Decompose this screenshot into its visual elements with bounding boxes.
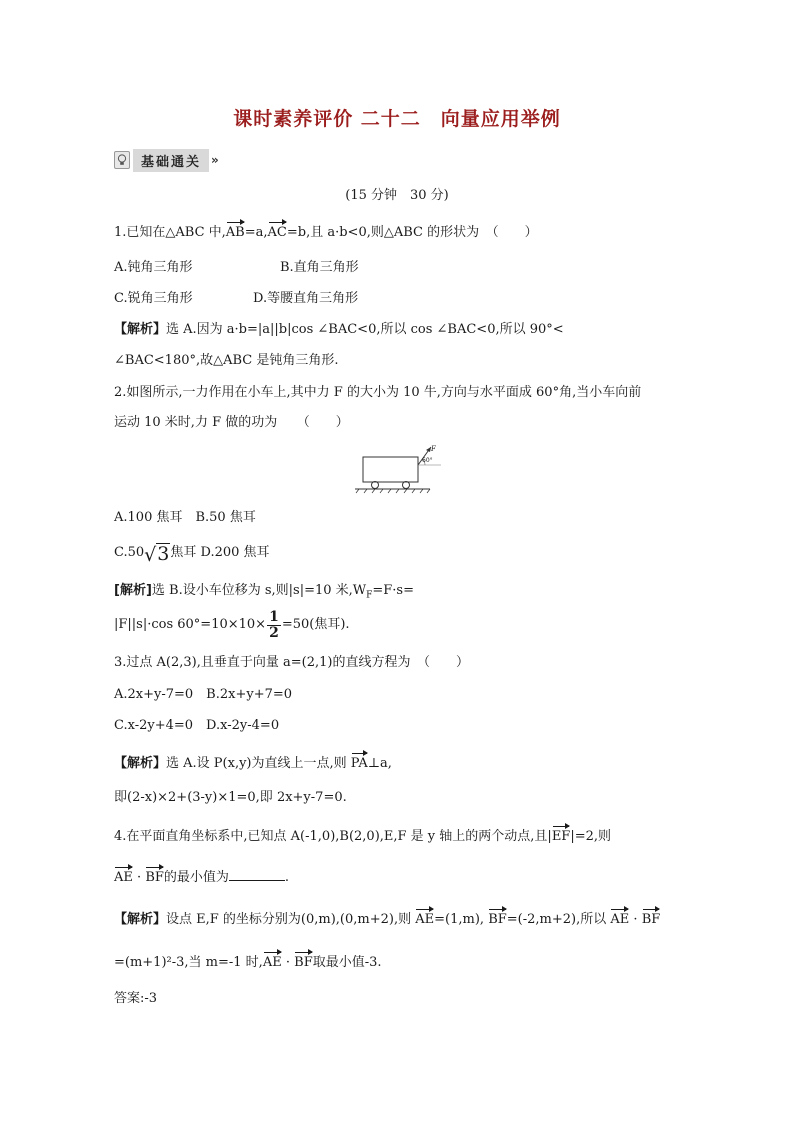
q1-option-d: D.等腰直角三角形 bbox=[253, 291, 359, 306]
solution-tag: 【解析】 bbox=[114, 756, 167, 771]
q2-solution-line1: [解析]选 B.设小车位移为 s,则|s|=10 米$,W_F=F\cdot s=$ bbox=[114, 583, 414, 601]
q2-stem-line2: 运动 10 米时,力 F 做的功为 （ ） bbox=[114, 415, 349, 430]
cart-force-figure bbox=[355, 445, 445, 495]
q4-answer: 答案:-3 bbox=[114, 991, 158, 1006]
q4-solution-line2: =(m+1)²-3,当 m=-1 时,AE · BF取最小值-3. bbox=[114, 955, 382, 970]
q3-stem: 3.过点 A(2,3),且垂直于向量 a=(2,1)的直线方程为 （ ） bbox=[114, 655, 469, 670]
section-badge bbox=[114, 150, 219, 170]
lightbulb-icon bbox=[114, 151, 130, 169]
chevron-right-icon: » bbox=[211, 153, 219, 167]
vector-ac: AC bbox=[267, 225, 287, 240]
q1-option-b: B.直角三角形 bbox=[280, 260, 359, 275]
q1-option-a: A.钝角三角形 bbox=[114, 260, 193, 275]
solution-tag: [解析] bbox=[114, 583, 152, 598]
q1-solution-line2: ∠BAC<180°,故△ABC 是钝角三角形. bbox=[114, 353, 339, 368]
q1-option-c: C.锐角三角形 bbox=[114, 291, 193, 306]
section-label: 基础通关 bbox=[133, 149, 209, 172]
force-label: F bbox=[431, 445, 436, 453]
fraction-one-half: $\frac{1}{2}$ bbox=[269, 608, 279, 641]
sqrt-expression: √ 3 bbox=[144, 542, 170, 566]
q1-solution-line1: 【解析】选 A.因为 a·b=|a||b|cos ∠BAC<0,所以 cos ∠BAC<0,所以 90°< bbox=[114, 322, 564, 337]
vector-pa: PA bbox=[350, 756, 368, 771]
q3-options-ab: A.2x+y-7=0 B.2x+y+7=0 bbox=[114, 687, 293, 702]
q4-stem-line1: 4.在平面直角坐标系中,已知点 A(-1,0),B(2,0),E,F 是 y 轴上的两个动点,且|EF|=2,则 bbox=[114, 829, 612, 844]
q3-options-cd: C.x-2y+4=0 D.x-2y-4=0 bbox=[114, 718, 280, 733]
q2-stem-line1: 2.如图所示,一力作用在小车上,其中力 F 的大小为 10 牛,方向与水平面成 60°角,当小车向前 bbox=[114, 385, 642, 400]
vector-ef: EF bbox=[551, 829, 571, 844]
q3-solution-line1: 【解析】选 A.设 P(x,y)为直线上一点,则 PA⊥a, bbox=[114, 756, 392, 771]
vector-bf: BF bbox=[145, 870, 164, 885]
q2-options-cd: C.50 √ 3 焦耳 D.200 焦耳 bbox=[114, 542, 270, 566]
time-note: (15 分钟 30 分) bbox=[345, 188, 449, 203]
q3-solution-line2: 即(2-x)×2+(3-y)×1=0,即 2x+y-7=0. bbox=[114, 790, 347, 805]
q2-options-ab: A.100 焦耳 B.50 焦耳 bbox=[114, 510, 256, 525]
q1-stem: 1.已知在△ABC 中,AB=a,AC=b,且 a·b<0,则△ABC 的形状为 （ ） bbox=[114, 225, 538, 240]
q2-solution-line2: |F||s|·cos 60°=10×10× $\frac{1}{2}$ =50(焦耳). bbox=[114, 608, 350, 641]
vector-ab: AB bbox=[225, 225, 245, 240]
page-title: 课时素养评价 二十二 向量应用举例 bbox=[233, 108, 561, 130]
angle-label: 60° bbox=[422, 457, 433, 464]
solution-tag: 【解析】 bbox=[114, 322, 167, 337]
vector-ae: AE bbox=[114, 870, 133, 885]
solution-tag: 【解析】 bbox=[114, 912, 167, 927]
answer-blank bbox=[229, 868, 285, 881]
q4-stem-line2: AE · BF的最小值为 . bbox=[114, 870, 290, 885]
q4-solution-line1: 【解析】设点 E,F 的坐标分别为(0,m),(0,m+2),则 AE=(1,m), BF=(-2,m+2),所以 AE · BF bbox=[114, 912, 661, 927]
